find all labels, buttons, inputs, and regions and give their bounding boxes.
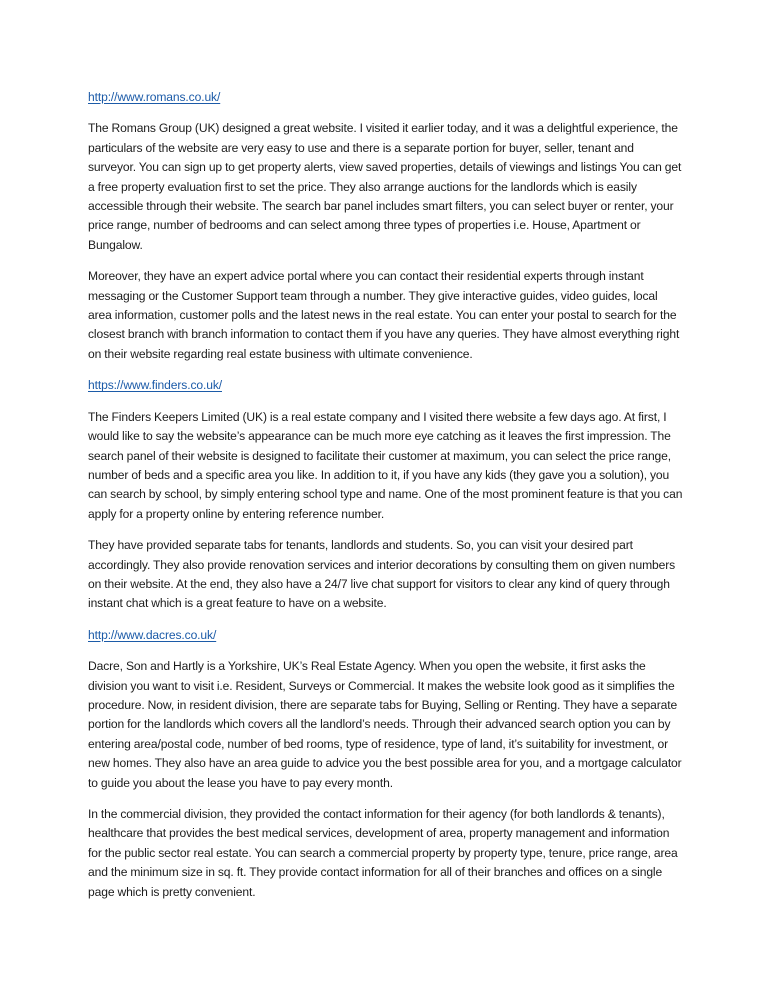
- paragraph-romans-2: Moreover, they have an expert advice portal where you can contact their residential experts through instant messaging or the Customer Support team through a number. They give interactive guides, video guides, local area information, customer polls and the latest news in the real estate. You can enter your postal to search for the closest branch with branch information to contact them if you have any queries. They have almost everything right on their website regarding real estate business with ultimate convenience.: [88, 269, 680, 361]
- link-romans[interactable]: http://www.romans.co.uk/: [88, 90, 221, 104]
- paragraph-romans-1: The Romans Group (UK) designed a great website. I visited it earlier today, and it was a delightful experience, the particulars of the website are very easy to use and there is a separate portion for buyer, seller, tenant and surveyor. You can sign up to get property alerts, view saved properties, details of viewings and listings You can get a free property evaluation first to set the price. They also arrange auctions for the landlords which is easily accessible through their website. The search bar panel includes smart filters, you can select buyer or renter, your price range, number of bedrooms and can select among three types of properties i.e. House, Apartment or Bungalow.: [88, 121, 682, 252]
- link-finders[interactable]: https://www.finders.co.uk/: [88, 378, 222, 393]
- paragraph-finders-1: The Finders Keepers Limited (UK) is a real estate company and I visited there website a few days ago. At first, I would like to say the website’s appearance can be much more eye catching as it leaves the first impression. The search panel of their website is designed to facilitate their customer at maximum, you can select the price range, number of beds and a specific area you like. In addition to it, if you have any kids (they gave you a solution), you can search by school, by simply entering school type and name. One of the most prominent feature is that you can apply for a property online by entering reference number.: [88, 409, 683, 521]
- document-body: [88, 88, 684, 902]
- link-paragraph-romans: [88, 88, 684, 107]
- link-paragraph-dacres: [88, 626, 684, 645]
- link-paragraph-finders: [88, 376, 684, 395]
- paragraph-dacres-2: In the commercial division, they provided the contact information for their agency (for both landlords & tenants), healthcare that provides the best medical services, development of area, property management and information for the public sector real estate. You can search a commercial property by property type, tenure, price range, area and the minimum size in sq. ft. They provide contact information for all of their branches and offices on a single page which is pretty convenient.: [88, 807, 678, 899]
- paragraph-dacres-1: Dacre, Son and Hartly is a Yorkshire, UK’s Real Estate Agency. When you open the website, it first asks the division you want to visit i.e. Resident, Surveys or Commercial. It makes the website look good as it simplifies the procedure. Now, in resident division, there are separate tabs for Buying, Selling or Renting. They have a separate portion for the landlords which covers all the landlord’s needs. Through their advanced search option you can by entering area/postal code, number of bed rooms, type of residence, type of land, it’s suitability for investment, or new homes. They also have an area guide to advice you the best possible area for you, and a mortgage calculator to guide you about the lease you have to pay every month.: [88, 659, 682, 790]
- link-dacres[interactable]: http://www.dacres.co.uk/: [88, 627, 217, 642]
- paragraph-finders-2: They have provided separate tabs for tenants, landlords and students. So, you can visit your desired part accordingly. They also provide renovation services and interior decorations by consulting them on given numbers on their website. At the end, they also have a 24/7 live chat support for visitors to clear any kind of query through instant chat which is a great feature to have on a website.: [88, 538, 676, 611]
